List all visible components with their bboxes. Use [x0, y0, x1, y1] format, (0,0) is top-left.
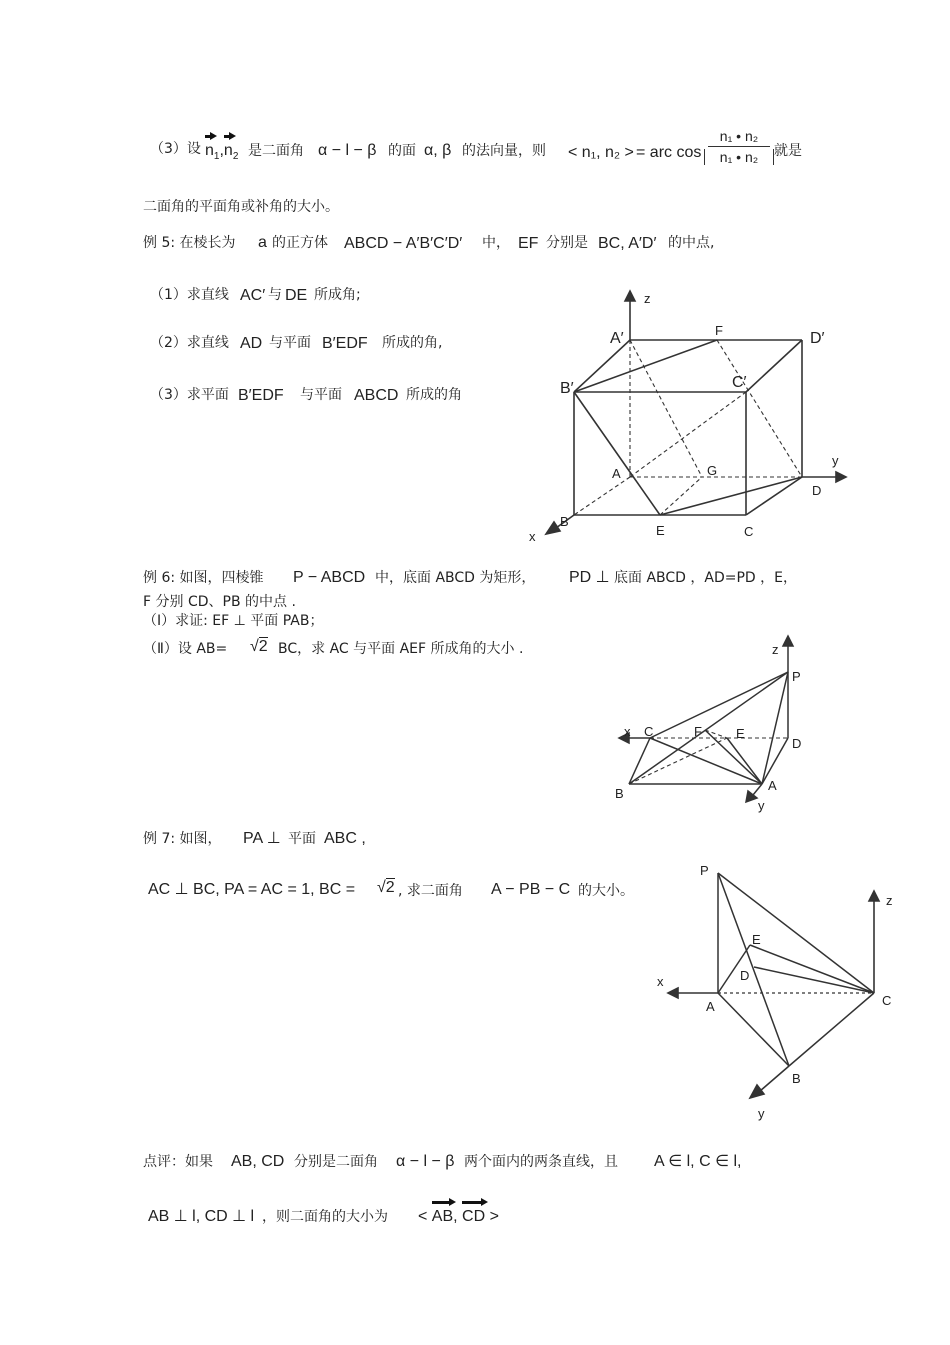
ex5-q1-line1: AC′: [240, 287, 266, 304]
item3-prefix: （3）设: [150, 141, 201, 157]
ex5-label-A1: A′: [610, 330, 624, 347]
item3-lhs: < n₁, n₂ >: [568, 144, 634, 161]
ex5-q2-plane: B′EDF: [322, 335, 368, 352]
ex7-label-P: P: [700, 863, 709, 878]
ex5-label: 例 5: 在棱长为: [143, 235, 236, 251]
ex5-q3-text: （3）求平面: [150, 387, 229, 403]
ex7-sqrt: √2: [377, 879, 395, 896]
ex7-dihedral: A − PB − C: [491, 881, 571, 898]
ex6-label-D: D: [792, 736, 802, 751]
ex5-mids: BC, A′D′: [598, 235, 657, 252]
item3-mid3: 的法向量，则: [462, 143, 546, 159]
comment-l2a: AB ⊥ l, CD ⊥ l: [148, 1208, 255, 1225]
ex5-cube-figure: [520, 285, 860, 550]
ex5-label-y: y: [832, 453, 839, 468]
item3-numerator: n₁ • n₂: [719, 128, 759, 144]
ex5-label-C: C: [744, 524, 754, 539]
ex7-l1a: 例 7: 如图，: [143, 831, 222, 847]
ex5-label-C1: C′: [732, 374, 747, 391]
ex5-q2-plane-word: 与平面: [269, 335, 311, 351]
ex5-t3: 分别是: [546, 235, 588, 251]
comment-l2b: ，则二面角的大小为: [262, 1209, 388, 1225]
ex7-label-x: x: [657, 974, 664, 989]
comment-l1c: 分别是二面角: [294, 1154, 378, 1170]
ex5-q3-plane1: B′EDF: [238, 387, 284, 404]
ex5-label-D: D: [812, 483, 822, 498]
ex5-label-D1: D′: [810, 330, 825, 347]
ex6-label-C: C: [644, 724, 654, 739]
ex5-label-F: F: [715, 323, 723, 338]
ex6-sqrt: √2: [250, 638, 268, 655]
ex5-q2-line: AD: [240, 335, 263, 352]
ex5-ef: EF: [518, 235, 539, 252]
ex5-label-B1: B′: [560, 380, 574, 397]
ex6-label-x: x: [624, 724, 631, 739]
ex6-pd: PD ⊥: [569, 569, 610, 586]
ex5-q3-plane2: ABCD: [354, 387, 399, 404]
ex5-a: a: [258, 234, 267, 251]
ex6-l2: F 分别 CD、PB 的中点 .: [143, 594, 296, 610]
ex5-t4: 的中点,: [668, 235, 715, 251]
ex5-label-z: z: [644, 291, 651, 306]
ex6-q2b: BC，求 AC 与平面 AEF 所成角的大小 .: [278, 641, 524, 657]
item3-n1: $n_1,n_2$: [205, 142, 239, 163]
fraction-line: [708, 146, 770, 147]
ex6-l1c: 中，底面 ABCD 为矩形，: [375, 570, 536, 586]
ex7-plane-word: 平面: [288, 831, 316, 847]
item3-line2: 二面角的平面角或补角的大小。: [143, 199, 339, 215]
ex5-q2-end: 所成的角,: [382, 335, 443, 351]
ex7-label-A: A: [706, 999, 715, 1014]
comment-l1a: 点评：如果: [143, 1154, 213, 1170]
item3-planes: α, β: [424, 142, 452, 159]
ex5-label-E: E: [656, 523, 665, 538]
ex5-label-x: x: [529, 529, 536, 544]
ex7-end: 的大小。: [578, 883, 634, 899]
ex5-label-A: A: [612, 466, 621, 481]
ex6-label-F: F: [694, 724, 702, 739]
item3-suffix: 就是: [774, 143, 802, 159]
ex7-label-C: C: [882, 993, 892, 1008]
ex5-label-G: G: [707, 463, 718, 478]
comment-lines: AB, CD: [231, 1153, 285, 1170]
ex6-label-A: A: [768, 778, 777, 793]
ex6-label-z: z: [772, 642, 779, 657]
ex5-q2-text: （2）求直线: [150, 335, 229, 351]
ex6-q1: （Ⅰ）求证: EF ⊥ 平面 PAB；: [143, 613, 324, 629]
ex6-l1e: 底面 ABCD ，AD=PD ，E，: [614, 570, 797, 586]
ex6-q2a: （Ⅱ）设 AB=: [143, 641, 228, 657]
ex5-q1-text: （1）求直线: [150, 287, 229, 303]
ex6-label-E: E: [736, 726, 745, 741]
ex7-tetra-figure: [650, 855, 910, 1130]
ex7-label-D: D: [740, 968, 750, 983]
ex5-q3-end: 所成的角: [406, 387, 462, 403]
comment-l1e: A ∈ l, C ∈ l,: [654, 1153, 742, 1170]
ex7-label-z: z: [886, 893, 893, 908]
item3-fraction: [708, 128, 770, 165]
ex5-label-B: B: [560, 514, 569, 529]
item3-mid: 是二面角: [248, 143, 304, 159]
item3-angle: α − l − β: [318, 142, 377, 159]
ex7-abc: ABC ,: [324, 830, 366, 847]
ex5-q1-line2: DE: [285, 287, 308, 304]
item3-eq: = arc cos: [636, 144, 702, 161]
ex5-q1-end: 所成角;: [314, 287, 361, 303]
item3-denominator: n₁ • n₂: [704, 149, 774, 165]
ex6-label-B: B: [615, 786, 624, 801]
ex7-label-y: y: [758, 1106, 765, 1121]
ex7-label-E: E: [752, 932, 761, 947]
comment-l1d: 两个面内的两条直线，且: [464, 1154, 618, 1170]
ex7-pa: PA ⊥: [243, 830, 281, 847]
ex5-q3-plane-word: 与平面: [300, 387, 342, 403]
ex7-conditions: AC ⊥ BC, PA = AC = 1, BC =: [148, 881, 356, 898]
comment-angle: α − l − β: [396, 1153, 455, 1170]
ex6-l1a: 例 6: 如图，四棱锥: [143, 570, 264, 586]
item3-mid2: 的面: [388, 143, 416, 159]
comment-vector-angle: < AB, CD >: [418, 1208, 499, 1225]
ex6-pyramid-figure: [605, 630, 825, 820]
ex5-cube: ABCD − A′B′C′D′: [344, 235, 463, 252]
ex6-label-y: y: [758, 798, 765, 813]
ex5-q1-and: 与: [268, 287, 282, 303]
ex6-label-P: P: [792, 669, 801, 684]
ex7-ask: , 求二面角: [398, 883, 463, 899]
ex5-t1: 的正方体: [272, 235, 328, 251]
ex6-pyramid: P − ABCD: [293, 569, 366, 586]
ex5-t2: 中，: [482, 235, 510, 251]
ex7-label-B: B: [792, 1071, 801, 1086]
